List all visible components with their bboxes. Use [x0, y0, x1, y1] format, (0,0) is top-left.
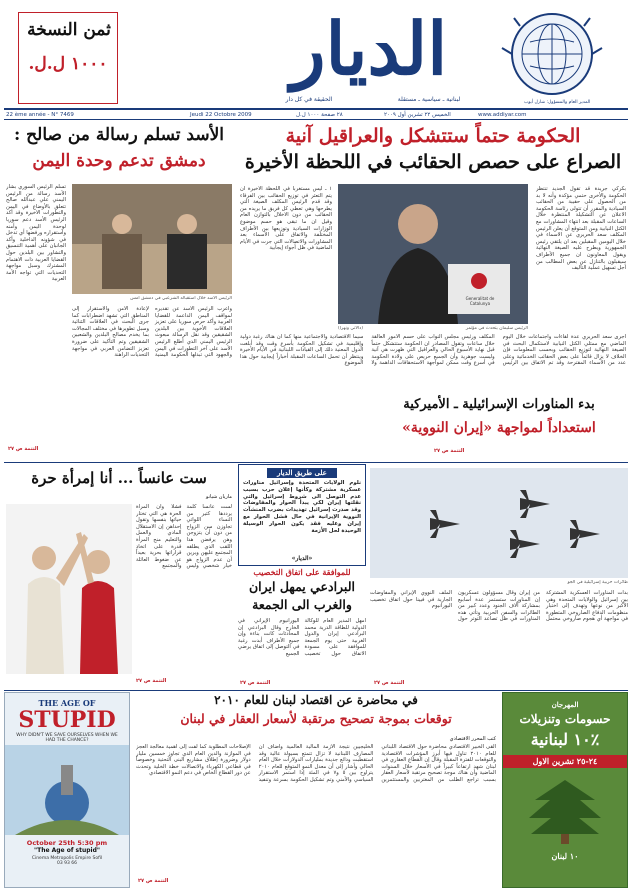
- drills-title2: استعداداً لمواجهة «إيران النووية»: [402, 420, 596, 436]
- lead-caption-credit: (دالاتي ونهرا): [338, 326, 363, 331]
- economy-story: [134, 692, 498, 888]
- price-label: ثمن النسخة: [27, 20, 111, 40]
- iran-story: [238, 568, 366, 688]
- ad-title-top: THE AGE OF: [38, 698, 96, 708]
- syria-story: [4, 120, 234, 460]
- cedar-icon: [525, 776, 605, 846]
- ad-sale-line1: المهرجان: [551, 700, 579, 709]
- ad-age-of-stupid[interactable]: [4, 692, 130, 888]
- economy-title2: توقعات بموجة تصحيح مرتقبة لأسعار العقار في لبنان: [180, 711, 452, 726]
- lead-text-left: ١ ـ ليس مستغرباً في اللحظة الأخيرة أن يتم التعثر في توزيع الحقائب بين الفرقاء وقد قدم الرئيس المكلف الصيغة التي يطرحها وهي تعطي كل فريق ما يريده من الحقائب من دون الاخلال بالتوازن العام وقيل ان ما تبقى هو حسم موضوع الوزارات السيادية وتوزيعها بين الأطراف المختلفة والاتفاق على الأسماء بعد المشاورات والاتصالات التي جرت في الأيام الماضية في ظل أجواء إيجابية: [240, 186, 332, 252]
- syria-continued[interactable]: التتمة ص ٢٧: [8, 446, 39, 452]
- ad-illustration: [5, 745, 129, 835]
- column-signature: «الديار»: [291, 555, 313, 563]
- price-box: [18, 12, 118, 104]
- lead-text-right: بكركي جريدة قد تقول الجديد تنتظر الحكومة والأخرى حتمي مؤكدة وأنه لا بد من الحصول على حقيبة من الحقائب السيادية والمقرر أن تتولى رئاسة الحكومة الاعلان عن التشكيلة المنتظرة خلال الساعات المقبلة بعد انتهاء المشاورات مع الكتل النيابية ومن المتوقع أن يعلن الرئيس المكلف سعد الحريري عن الاسماء في خلال اليومين المقبلين بعد ان يلتقي رئيس الجمهورية ويطرح عليه الصيغة النهائية ويقول المعاونون ان جميع الأطراف سيقبلون بالتنازل عن بعض المطالب من أجل تسهيل عملية التأليف: [536, 186, 626, 272]
- ad-phone: 03 93 66: [56, 861, 78, 867]
- lead-caption: الرئيس سليمان يتحدث في مؤتمر: [465, 326, 528, 331]
- iran-continued[interactable]: التتمة ص ٢٧: [240, 680, 271, 686]
- drills-story: [370, 398, 628, 688]
- iran-title2: والغرب الى الجمعة: [252, 597, 352, 612]
- women-title: ست عانساً ... أنا إمرأة حرة: [31, 469, 207, 487]
- syria-text-body: وأعرب الرئيس الأسد عن تقديره لمواقف اليمن الداعمة للقضايا العربية وأكد حرص سوريا على تعزيز العلاقات الأخوية بين البلدين الشقيقين وقد نقل الرسالة مبعوث الرئيس اليمني الذي أطلع الرئيس الأسد على آخر التطورات في اليمن والجهود التي تبذلها الحكومة اليمنية لإعادة الأمن والاستقرار إلى المناطق التي تشهد اضطرابات كما جرى البحث في العلاقات الثنائية وسبل تطويرها في مختلف المجالات بما يخدم مصالح البلدين والشعبين الشقيقين وتم التأكيد على ضرورة تعزيز التضامن العربي في مواجهة التحديات الراهنة: [72, 306, 232, 359]
- founder: المدير العام والمسؤول: شارل أيوب: [524, 100, 591, 105]
- ad-lebanese-sale[interactable]: [502, 692, 628, 888]
- lead-photo: [338, 184, 528, 324]
- issue-number: 22 ème année - N° 7469: [6, 112, 74, 118]
- divider: [4, 690, 628, 691]
- syria-title: الأسد تسلم رسالة من صالح :: [13, 125, 225, 145]
- iran-title1: البرادعي يمهل ايران: [248, 579, 355, 594]
- lead-photo-logo: Generalitat de Catalunya: [465, 296, 495, 306]
- women-story: [4, 464, 234, 688]
- syria-photo: [72, 184, 232, 294]
- drills-photo: [370, 468, 628, 578]
- ad-sale-line2: حسومات وتنزيلات: [519, 712, 611, 727]
- ad-sale-line5: ١٠ لبنان: [551, 851, 579, 862]
- iran-kicker: للموافقة على اتفاق التخصيب: [253, 567, 351, 577]
- ad-venue: Cinema Metropolis Empire Sofil: [31, 856, 103, 862]
- ad-sale-line4: ٢٤-٢٥ تشرين الاول: [503, 755, 627, 768]
- drills-title1: بدء المناورات الإسرائيلية ـ الأميركية: [403, 397, 595, 412]
- lead-continued[interactable]: التتمة ص ٢٧: [434, 448, 465, 454]
- price-value: ١٠٠٠ ل.ل.: [28, 54, 108, 74]
- pages-price: ٢٨ صفحة ١٠٠٠ ل.ل: [296, 112, 343, 118]
- iran-text: أمهل المدير العام للوكالة الدولية للطاقة الذرية محمد البرادعي إيران والدول الغربية حتى يوم الجمعة للموافقة على مسودة الاتفاق حول تخصيب اليورانيوم الإيراني في الخارج وقال البرادعي إن المحادثات كانت بناءة وإن جميع الأطراف أبدت رغبة في التوصل إلى اتفاق يرضي الجميع: [238, 618, 366, 657]
- syria-caption: الرئيس الأسد خلال استقباله الشرعبي في دمشق امس: [130, 296, 232, 301]
- drills-text: بدأت المناورات العسكرية المشتركة بين إسرائيل والولايات المتحدة وهي الأكبر من نوعها وتهدف إلى اختبار منظومات الدفاع الصاروخي المتطورة في مواجهة أي هجوم صاروخي محتمل من إيران وقال مسؤولون عسكريون إن المناورات ستستمر عدة أسابيع بمشاركة آلاف الجنود وعدد كبير من الطائرات والسفن الحربية وتأتي هذه المناورات في ظل تصاعد التوتر حول الملف النووي الإيراني والمفاوضات الجارية في فيينا حول اتفاق تخصيب اليورانيوم: [370, 590, 628, 623]
- lead-text-bottom: اجرى سعد الحريري عدة لقاءات واجتماعات خلال اليوم الماضي مع ممثلي الكتل النيابية لاستكمال البحث في الصيغة النهائية لتوزيع الحقائب وبحسب المعلومات فإن الخلاف لا يزال قائماً على بعض الحقائب الخدماتية وعلى عدد من الأسماء المقترحة وقد تم الاتفاق بين الرئيس المكلف ورئيس مجلس النواب على حسم الأمور العالقة خلال ساعات وتقول المصادر ان الحكومة ستتشكل حتماً قبل نهاية الأسبوع الحالي والعراقيل التي ظهرت هي آنية وليست جوهرية وأن الجميع حريص على ولادة الحكومة في أسرع وقت ممكن لمواجهة الاستحقاقات الداهمة ولا سيما الاقتصادية والاجتماعية منها كما أن هناك رغبة دولية وإقليمية في تشكيل الحكومة بأسرع وقت وقد أبلغت الدول المعنية ذلك إلى القيادات اللبنانية في الأيام الأخيرة وينتظر أن تحمل الساعات المقبلة أخباراً إيجابية حول هذا الموضوع: [240, 334, 626, 367]
- lead-title: الصراع على حصص الحقائب في اللحظة الأخيرة: [244, 151, 622, 173]
- women-photo: [6, 504, 132, 674]
- ad-date: October 25th 5:30 pm: [26, 839, 108, 848]
- syria-subtitle: دمشق تدعم وحدة اليمن: [32, 151, 206, 171]
- economy-text: ألقى الخبير الاقتصادي محاضرة حول الاقتصاد اللبناني للعام ٢٠١٠ تناول فيها أبرز المؤشرات الاقتصادية والتوقعات للفترة المقبلة وقال إن القطاع العقاري في لبنان شهد ارتفاعاً كبيراً في الأسعار خلال السنوات الماضية وأن هناك موجة تصحيح مرتقبة لأسعار العقار بسبب تراجع الطلب من المغتربين والمستثمرين الخليجيين نتيجة الأزمة المالية العالمية وأضاف أن المصارف اللبنانية لا تزال تتمتع بسيولة عالية وقد استقطبت ودائع جديدة بمليارات الدولارات خلال العام الحالي وأشار إلى أن معدل النمو المتوقع للعام ٢٠١٠ يتراوح بين ٥ و٧ في المئة إذا استمر الاستقرار السياسي والأمني وتم تشكيل الحكومة بسرعة وتنفيذ الإصلاحات المطلوبة كما لفت إلى أهمية معالجة العجز في الموازنة والدين العام الذي تجاوز خمسين مليار دولار وضرورة إطلاق مشاريع البنى التحتية وخصوصاً في قطاعي الكهرباء والاتصالات خطة الخلية وتحدث عن دور القطاع الخاص في دعم النمو الاقتصادي: [136, 744, 496, 783]
- column-text: نلوم الولايات المتحدة وإسرائيل مناورات عسكرية مشتركة وكأنها إعلان حرب بسبب عدم التوصل الى شروط إسرائيل والتي نقلتها إيران لكي يبدأ الحوار والمفاوضات وقد صدرت إسرائيل تهديدات بضرب المنشآت النووية الإيرانية في حال فشل الحوار مع إيران وعليه فقد يكون الحوار الوسيلة الوحيدة لحل الأزمة: [243, 480, 361, 534]
- masthead-logo: الديار: [290, 6, 448, 91]
- masthead-tagline: الحقيقة في كل دار: [285, 96, 333, 103]
- website[interactable]: www.addiyar.com: [478, 112, 527, 118]
- economy-author: كتب المحرر الاقتصادي: [449, 736, 496, 742]
- ad-film: "The Age of stupid": [33, 847, 101, 855]
- women-continued[interactable]: التتمة ص ٢٧: [136, 678, 167, 684]
- economy-title1: في محاضرة عن اقتصاد لبنان للعام ٢٠١٠: [214, 693, 418, 707]
- syria-text-col: تسلم الرئيس السوري بشار الأسد رسالة من الرئيس اليمني علي عبدالله صالح تتعلق بالأوضاع في اليمن والتطورات الاخيرة وقد أكد الرئيس الأسد دعم سوريا لوحدة اليمن وأمنه واستقراره ورفضها أي تدخل في شؤونه الداخلية وأكد الجانبان على أهمية التنسيق والتشاور بين البلدين حول القضايا العربية ذات الاهتمام المشترك وسبل مواجهة التحديات التي تواجه الأمة العربية: [6, 184, 66, 283]
- drills-caption: طائرات حربية إسرائيلية في الجو: [567, 580, 628, 585]
- lead-kicker: الحكومة حتماً ستتشكل والعراقيل آنية: [285, 125, 581, 147]
- drills-continued[interactable]: التتمة ص ٢٧: [374, 680, 405, 686]
- economy-continued[interactable]: التتمة ص ٢٧: [138, 878, 169, 884]
- date-fr: Jeudi 22 Octobre 2009: [190, 112, 252, 118]
- globe-emblem: [500, 8, 604, 104]
- masthead-genre: لبنانية ـ سياسية ـ مستقلة: [397, 96, 461, 103]
- ad-title-main: STUPID: [18, 707, 116, 734]
- women-text: لست عانساً كلمة يرددها كثير من النساء اللواتي تجاوزن سن الزواج من دون أن يتزوجن وهن يرفضن هذا اللقب الذي يطلقه المجتمع عليهن ويرين أن عدم الزواج هو خيار شخصي وليس فشلاً وأن المرأة الحرة هي التي تختار حياتها بنفسها وتقول إحداهن إن الاستقلال المادي والعمل والتعليم منح المرأة قدرة على اتخاذ قراراتها بحرية بعيداً عن ضغوط العائلة والمجتمع: [136, 504, 232, 570]
- masthead: [4, 4, 628, 116]
- column-box: [238, 464, 366, 566]
- edition-date: الخميس ٢٢ تشرين أول ٢٠٠٩: [384, 112, 451, 118]
- women-author: ماريان شيانو: [206, 494, 232, 500]
- ad-sale-line3: ٪١٠ لبنانية: [530, 729, 600, 749]
- ad-tagline: WHY DIDN'T WE SAVE OURSELVES WHEN WE HAD THE CHANCE?: [16, 733, 118, 744]
- date-bar: [4, 100, 628, 120]
- column-label: على طريق الديار: [267, 468, 337, 478]
